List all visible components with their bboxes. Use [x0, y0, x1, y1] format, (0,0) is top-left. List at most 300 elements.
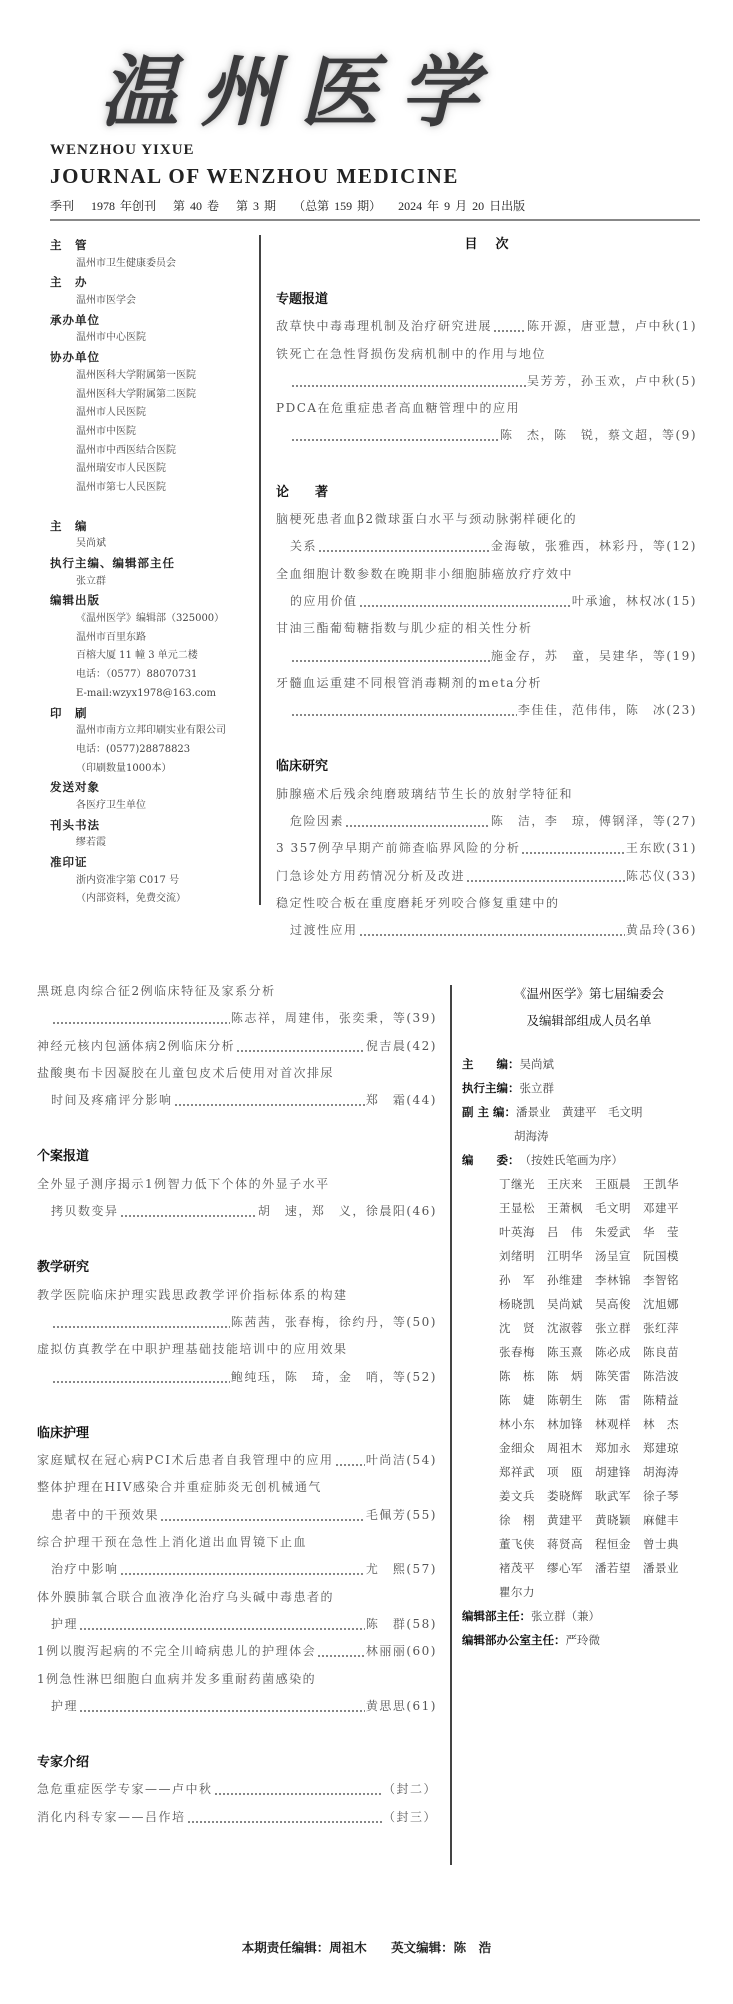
committee-members — [462, 1148, 712, 1172]
toc-entry-page: (60) — [406, 1644, 437, 1659]
toc-entry[interactable] — [276, 781, 697, 808]
toc-section-heading: 专题报道 — [276, 292, 329, 307]
toc-entry-title: 门急诊处方用药情况分析及改进 — [276, 868, 466, 883]
toc-entry-continuation[interactable] — [276, 697, 697, 724]
masthead-value: 各医疗卫生单位 — [76, 799, 146, 811]
toc-entry-title-cont: 护理 — [51, 1616, 79, 1631]
member-name: 江明华 — [547, 1249, 583, 1263]
member-name: 王瓯晨 — [595, 1177, 631, 1191]
toc-entry-authors: 陈 杰，陈 锐，蔡文超，等 — [499, 428, 676, 443]
toc-entry-authors: 王东欧 — [625, 841, 667, 856]
member-name: 毛文明 — [595, 1201, 631, 1215]
masthead-value: （内部资料，免费交流） — [76, 893, 186, 905]
member-name: 麻健丰 — [643, 1513, 679, 1527]
member-name: 林加锋 — [547, 1417, 583, 1431]
member-name: 刘绪明 — [499, 1249, 535, 1263]
toc-entry-title-cont: 护理 — [51, 1698, 79, 1713]
toc-entry[interactable] — [276, 670, 697, 697]
masthead-value: 温州医科大学附属第一医院 — [76, 369, 196, 381]
member-name: 林小东 — [499, 1417, 535, 1431]
toc-section-heading: 教学研究 — [37, 1260, 90, 1276]
toc-entry-title: 盐酸奥布卡因凝胶在儿童包皮术后使用对首次排尿 — [37, 1065, 335, 1080]
toc-entry[interactable] — [276, 313, 697, 340]
masthead-value: 缪若霞 — [76, 837, 106, 849]
toc-entry-page: (54) — [406, 1453, 437, 1468]
masthead-label: 协办单位 — [50, 350, 100, 365]
dot-leader — [291, 697, 517, 724]
toc-entry-continuation[interactable] — [276, 533, 697, 560]
toc-entry-title: PDCA在危重症患者高血糖管理中的应用 — [276, 401, 521, 416]
office-head-value: 张立群（兼） — [531, 1609, 600, 1623]
member-name: 吴尚斌 — [547, 1297, 583, 1311]
toc-entry-title-cont: 拷贝数变异 — [51, 1204, 119, 1219]
dot-leader — [52, 1364, 230, 1391]
toc-entry-title: 全血细胞计数参数在晚期非小细胞肺癌放疗疗效中 — [276, 566, 574, 581]
member-name: 林观样 — [595, 1417, 631, 1431]
toc-entry[interactable] — [276, 561, 697, 588]
toc-entry-continuation[interactable] — [37, 1198, 437, 1225]
masthead-value: 张立群 — [76, 575, 106, 587]
toc-entry[interactable] — [37, 1666, 437, 1693]
toc-entry[interactable] — [37, 1584, 437, 1611]
toc-entry-title: 脑梗死患者血β2微球蛋白水平与颈动脉粥样硬化的 — [276, 512, 578, 527]
issue-info — [50, 197, 537, 214]
member-name: 王庆来 — [547, 1177, 583, 1191]
toc-entry-title: 神经元核内包涵体病2例临床分析 — [37, 1038, 236, 1053]
toc-entry[interactable] — [37, 1033, 437, 1060]
member-name: 黄晓颖 — [595, 1513, 631, 1527]
member-name: 陈玉熹 — [547, 1345, 583, 1359]
member-name: 阮国模 — [643, 1249, 679, 1263]
member-name: 李智铭 — [643, 1273, 679, 1287]
masthead-value: 温州瑞安市人民医院 — [76, 463, 166, 475]
dot-leader — [318, 533, 490, 560]
deputy-editors — [462, 1100, 712, 1124]
member-name: 杨晓凯 — [499, 1297, 535, 1311]
member-name: 陈 婕 — [499, 1393, 535, 1407]
toc-entry-title: 敌草快中毒毒理机制及治疗研究进展 — [276, 319, 493, 334]
chief-editor-value: 吴尚斌 — [519, 1057, 554, 1071]
masthead-value: 电话：（0577）88070731 — [76, 669, 198, 681]
member-name: 程恒金 — [595, 1537, 631, 1551]
member-name: 陈 炳 — [547, 1369, 583, 1383]
masthead-label: 发送对象 — [50, 780, 100, 795]
toc-entry[interactable] — [37, 1776, 437, 1803]
toc-entry[interactable] — [37, 1282, 437, 1309]
dot-leader — [466, 863, 625, 890]
toc-entry-authors: 陈 洁，李 琼，傅钢泽，等 — [490, 814, 667, 829]
toc-entry-title: 虚拟仿真教学在中职护理基础技能培训中的应用效果 — [37, 1342, 348, 1357]
member-name: 王萧枫 — [547, 1201, 583, 1215]
issue-volume: 第 40 卷 — [173, 199, 220, 213]
toc-entry-title: 牙髓血运重建不同根管消毒糊剂的meta分析 — [276, 675, 542, 690]
masthead-value: 《温州医学》编辑部（325000） — [76, 613, 225, 625]
table-of-contents — [276, 231, 697, 945]
masthead-value: 吴尚斌 — [76, 538, 106, 550]
member-name: 陈精益 — [643, 1393, 679, 1407]
toc-entry-continuation[interactable] — [37, 1005, 437, 1032]
header-divider — [50, 219, 700, 221]
toc-section-heading: 临床护理 — [37, 1425, 90, 1441]
masthead-value: 温州市中心医院 — [76, 332, 146, 344]
toc-entry-page: (1) — [675, 319, 697, 334]
toc-entry-title-cont: 的应用价值 — [290, 593, 358, 608]
member-name: 潘景业 — [643, 1561, 679, 1575]
toc-entry-page: (31) — [666, 841, 697, 856]
member-name: 林 杰 — [643, 1417, 679, 1431]
toc-entry[interactable] — [276, 835, 697, 862]
toc-entry-title-cont: 危险因素 — [290, 814, 345, 829]
office-admin-value: 严玲微 — [565, 1633, 600, 1647]
toc-entry-title: 黑斑息肉综合征2例临床特征及家系分析 — [37, 984, 276, 998]
dot-leader — [174, 1087, 365, 1114]
toc-entry-authors: 陈茜茜，张春梅，徐约丹，等 — [230, 1314, 407, 1329]
toc-entry-continuation[interactable] — [37, 1502, 437, 1529]
toc-entry-continuation[interactable] — [37, 1309, 437, 1336]
toc-entry-title: 体外膜肺氧合联合血液净化治疗乌头碱中毒患者的 — [37, 1589, 335, 1604]
masthead-value: 温州市人民医院 — [76, 407, 146, 419]
member-name: 缪心军 — [547, 1561, 583, 1575]
toc-entry-page: (57) — [406, 1562, 437, 1577]
issue-founded: 1978 年创刊 — [91, 199, 157, 213]
dot-leader — [52, 1309, 230, 1336]
masthead-value: 温州市医学会 — [76, 295, 136, 307]
member-name: 周祖木 — [547, 1441, 583, 1455]
toc-entry[interactable] — [37, 1060, 437, 1087]
toc-section-heading: 个案报道 — [37, 1149, 90, 1165]
masthead-value: 温州市中西医结合医院 — [76, 444, 176, 456]
toc-entry-authors: 陈 群 — [365, 1616, 407, 1631]
toc-entry-continuation[interactable] — [37, 1611, 437, 1638]
committee-members-value: （按姓氏笔画为序） — [519, 1153, 623, 1167]
member-grid — [462, 1172, 712, 1604]
executive-editor — [462, 1076, 712, 1100]
masthead-label: 执行主编、编辑部主任 — [50, 556, 175, 570]
toc-entry-title: 甘油三酯葡萄糖指数与肌少症的相关性分析 — [276, 621, 533, 636]
toc-entry[interactable] — [37, 978, 437, 1005]
toc-entry-page: (9) — [675, 428, 697, 443]
toc-entry[interactable] — [37, 1474, 437, 1501]
toc-entry-title: 肺腺癌术后残余纯磨玻璃结节生长的放射学特征和 — [276, 786, 574, 801]
issue-total-number: （总第 159 期） — [293, 199, 382, 213]
committee-title: 《温州医学》第七届编委会 — [513, 986, 664, 1001]
toc-entry-continuation[interactable] — [276, 643, 697, 670]
toc-entry-authors: 叶尚洁 — [365, 1453, 407, 1468]
toc-entry-title: 家庭赋权在冠心病PCI术后患者自我管理中的应用 — [37, 1453, 334, 1468]
toc-entry-authors: 毛佩芳 — [365, 1507, 407, 1522]
toc-entry[interactable] — [276, 615, 697, 642]
member-name: 徐子琴 — [643, 1489, 679, 1503]
masthead-label: 编辑出版 — [50, 593, 100, 608]
toc-entry-title: 1例以腹泻起病的不完全川崎病患儿的护理体会 — [37, 1644, 317, 1659]
toc-entry-page: (44) — [406, 1093, 437, 1108]
member-name: 胡建锋 — [595, 1465, 631, 1479]
toc-entry-page: (46) — [406, 1204, 437, 1219]
dot-leader — [291, 368, 526, 395]
member-name: 沈 贤 — [499, 1321, 535, 1335]
toc-entry-page: (42) — [406, 1038, 437, 1053]
toc-entry-page: (52) — [406, 1369, 437, 1384]
dot-leader — [291, 643, 490, 670]
toc-entry-continuation[interactable] — [37, 1693, 437, 1720]
masthead-label: 承办单位 — [50, 312, 100, 327]
toc-entry-page: (36) — [666, 923, 697, 938]
member-name: 姜文兵 — [499, 1489, 535, 1503]
committee-title: 及编辑部组成人员名单 — [526, 1013, 652, 1028]
masthead-label: 主 管 — [50, 238, 88, 252]
toc-entry-authors: 陈志祥，周建伟，张奕秉，等 — [230, 1011, 407, 1026]
member-name: 曾士典 — [643, 1537, 679, 1551]
toc-entry[interactable] — [276, 341, 697, 368]
member-name: 瞿尔力 — [499, 1585, 535, 1599]
spacer — [50, 498, 255, 517]
column-divider — [450, 985, 452, 1865]
member-name: 娄晓辉 — [547, 1489, 583, 1503]
toc-entry-authors: 郑 霜 — [365, 1093, 407, 1108]
toc-entry-authors: 李佳佳，范伟伟，陈 冰 — [517, 703, 667, 718]
masthead-value: 温州市百里东路 — [76, 631, 146, 643]
table-of-contents-continued — [37, 978, 437, 1831]
masthead-value: 电话：(0577)28878823 — [76, 743, 191, 755]
executive-editor-label: 执行主编： — [462, 1081, 520, 1095]
member-name: 陈笑雷 — [595, 1369, 631, 1383]
member-name: 董飞侠 — [499, 1537, 535, 1551]
toc-entry-continuation[interactable] — [37, 1556, 437, 1583]
member-name: 王显松 — [499, 1201, 535, 1215]
toc-entry-page: (12) — [666, 539, 697, 554]
toc-entry-page: (27) — [666, 814, 697, 829]
member-name: 耿武军 — [595, 1489, 631, 1503]
dot-leader — [79, 1693, 365, 1720]
dot-leader — [236, 1033, 365, 1060]
toc-entry[interactable] — [276, 395, 697, 422]
member-name: 褚茂平 — [499, 1561, 535, 1575]
toc-entry-title-cont: 患者中的干预效果 — [51, 1507, 160, 1522]
member-name: 孙维建 — [547, 1273, 583, 1287]
toc-entry-title: 全外显子测序揭示1例智力低下个体的外显子水平 — [37, 1176, 330, 1191]
member-name: 李林锦 — [595, 1273, 631, 1287]
toc-entry-page: (58) — [406, 1616, 437, 1631]
dot-leader — [345, 808, 490, 835]
issue-date: 2024 年 9 月 20 日出版 — [398, 199, 526, 213]
toc-entry-page: （封三） — [382, 1809, 437, 1824]
dot-leader — [291, 422, 499, 449]
deputy-editors-label: 副 主 编： — [462, 1105, 517, 1119]
member-name: 黄建平 — [547, 1513, 583, 1527]
editorial-committee — [462, 980, 712, 1652]
member-name: 陈 雷 — [595, 1393, 631, 1407]
dot-leader — [120, 1198, 257, 1225]
member-name: 吕 伟 — [547, 1225, 583, 1239]
toc-entry-title: 综合护理干预在急性上消化道出血胃镜下止血 — [37, 1535, 308, 1550]
toc-entry-page: (55) — [406, 1507, 437, 1522]
toc-entry[interactable] — [276, 506, 697, 533]
journal-pinyin-name: WENZHOU YIXUE — [50, 142, 195, 158]
masthead-label: 印 刷 — [50, 705, 88, 720]
issue-number: 第 3 期 — [236, 199, 277, 213]
toc-entry-page: (5) — [675, 373, 697, 388]
toc-entry[interactable] — [276, 863, 697, 890]
deputy-editors-value: 潘景业 黄建平 毛文明 — [516, 1105, 643, 1119]
dot-leader — [359, 588, 571, 615]
toc-entry-page: (61) — [406, 1698, 437, 1713]
english-editor: 英文编辑：陈 浩 — [391, 1940, 492, 1955]
dot-leader — [493, 313, 526, 340]
member-name: 项 瓯 — [547, 1465, 583, 1479]
member-name: 郑祥武 — [499, 1465, 535, 1479]
toc-entry-page: （封二） — [382, 1782, 437, 1797]
member-name: 蒋贤高 — [547, 1537, 583, 1551]
masthead-label: 准印证 — [50, 855, 88, 869]
member-name: 张红萍 — [643, 1321, 679, 1335]
toc-entry-authors: 吴芳芳，孙玉欢，卢中秋 — [526, 373, 676, 388]
deputy-editors-cont: 胡海涛 — [514, 1129, 549, 1143]
member-name: 华 莹 — [643, 1225, 679, 1239]
toc-entry-authors: 黄品玲 — [625, 923, 667, 938]
toc-entry-title: 3 357例孕早期产前筛查临界风险的分析 — [276, 841, 521, 856]
office-admin — [462, 1628, 712, 1652]
toc-entry-authors: 倪吉晨 — [365, 1038, 407, 1053]
toc-entry-title: 整体护理在HIV感染合并重症肺炎无创机械通气 — [37, 1480, 322, 1495]
responsible-editor: 本期责任编辑：周祖木 — [241, 1940, 367, 1955]
toc-entry-continuation[interactable] — [276, 368, 697, 395]
toc-entry-title: 稳定性咬合板在重度磨耗牙列咬合修复重建中的 — [276, 895, 560, 910]
toc-entry-page: (39) — [406, 1011, 437, 1026]
member-name: 沈淑蓉 — [547, 1321, 583, 1335]
toc-entry-continuation[interactable] — [276, 917, 697, 944]
toc-entry-title: 教学医院临床护理实践思政教学评价指标体系的构建 — [37, 1287, 348, 1302]
toc-entry-authors: 施金存，苏 童，吴建华，等 — [490, 648, 667, 663]
toc-entry-title: 消化内科专家——吕作培 — [37, 1809, 186, 1824]
toc-entry-authors: 陈芯仪 — [625, 868, 667, 883]
toc-entry-title: 1例急性淋巴细胞白血病并发多重耐药菌感染的 — [37, 1671, 317, 1686]
member-name: 丁继光 — [499, 1177, 535, 1191]
member-name: 张春梅 — [499, 1345, 535, 1359]
toc-entry-title-cont: 时间及疼痛评分影响 — [51, 1093, 173, 1108]
masthead-value: 温州市中医院 — [76, 425, 136, 437]
issue-frequency: 季刊 — [50, 199, 75, 213]
toc-entry-title-cont: 过渡性应用 — [290, 923, 358, 938]
toc-entry-continuation[interactable] — [276, 422, 697, 449]
office-head-label: 编辑部主任： — [462, 1609, 531, 1623]
masthead-value: 温州市卫生健康委员会 — [76, 257, 176, 269]
member-name: 王凯华 — [643, 1177, 679, 1191]
toc-entry[interactable] — [37, 1638, 437, 1665]
member-name: 吴高俊 — [595, 1297, 631, 1311]
toc-entry-page: (19) — [666, 648, 697, 663]
masthead-value: 温州市第七人民医院 — [76, 481, 166, 493]
member-name: 陈浩波 — [643, 1369, 679, 1383]
executive-editor-value: 张立群 — [519, 1081, 554, 1095]
toc-entry-authors: 陈开源，唐亚慧，卢中秋 — [526, 319, 676, 334]
chief-editor — [462, 1052, 712, 1076]
masthead-label: 主 编 — [50, 518, 88, 533]
toc-entry[interactable] — [37, 1447, 437, 1474]
member-name: 金细众 — [499, 1441, 535, 1455]
toc-entry-continuation[interactable] — [276, 588, 697, 615]
toc-entry-authors: 胡 速，郑 义，徐晨阳 — [257, 1204, 407, 1219]
toc-entry-continuation[interactable] — [37, 1087, 437, 1114]
toc-entry[interactable] — [276, 890, 697, 917]
office-admin-label: 编辑部办公室主任： — [462, 1633, 566, 1647]
dot-leader — [120, 1556, 365, 1583]
dot-leader — [214, 1776, 382, 1803]
committee-members-label: 编 委： — [462, 1153, 520, 1167]
member-name: 叶英海 — [499, 1225, 535, 1239]
toc-entry-continuation[interactable] — [276, 808, 697, 835]
masthead-value: （印刷数量1000本） — [76, 762, 172, 774]
toc-section-heading: 专家介绍 — [37, 1755, 90, 1771]
chief-editor-label: 主 编： — [462, 1057, 520, 1071]
toc-entry-title: 急危重症医学专家——卢中秋 — [37, 1782, 213, 1797]
toc-entry-authors: 鲍纯珏，陈 琦，金 哨，等 — [230, 1369, 407, 1384]
member-name: 郑加永 — [595, 1441, 631, 1455]
journal-logo: 温州医学 — [100, 47, 501, 138]
member-name: 陈朝生 — [547, 1393, 583, 1407]
toc-entry-title-cont: 治疗中影响 — [51, 1562, 119, 1577]
dot-leader — [521, 835, 624, 862]
dot-leader — [79, 1611, 365, 1638]
member-name: 徐 栩 — [499, 1513, 535, 1527]
masthead-label: 主 办 — [50, 275, 88, 290]
member-name: 陈必成 — [595, 1345, 631, 1359]
toc-entry-page: (33) — [666, 868, 697, 883]
toc-entry[interactable] — [37, 1804, 437, 1831]
office-head — [462, 1604, 712, 1628]
toc-entry-page: (50) — [406, 1314, 437, 1329]
toc-entry-authors: 金海敏，张雅西，林彩丹，等 — [490, 539, 667, 554]
member-name: 陈良苗 — [643, 1345, 679, 1359]
journal-english-title: JOURNAL OF WENZHOU MEDICINE — [50, 164, 459, 188]
toc-section-heading: 论 著 — [276, 484, 329, 500]
masthead — [50, 236, 255, 909]
masthead-value: 温州市南方立邦印刷实业有限公司 — [76, 725, 226, 737]
toc-entry-authors: 林丽丽 — [365, 1644, 407, 1659]
member-name: 胡海涛 — [643, 1465, 679, 1479]
toc-entry-authors: 黄思思 — [365, 1698, 407, 1713]
member-name: 沈旭娜 — [643, 1297, 679, 1311]
member-name: 陈 栋 — [499, 1369, 535, 1383]
member-name: 孙 军 — [499, 1273, 535, 1287]
toc-entry[interactable] — [37, 1171, 437, 1198]
toc-entry-title-cont: 关系 — [290, 539, 318, 554]
toc-entry-page: (15) — [666, 593, 697, 608]
member-name: 郑建琼 — [643, 1441, 679, 1455]
member-name: 张立群 — [595, 1321, 631, 1335]
toc-entry-authors: 尤 熙 — [365, 1562, 407, 1577]
column-divider — [259, 235, 261, 905]
member-name: 汤呈宣 — [595, 1249, 631, 1263]
dot-leader — [335, 1447, 365, 1474]
toc-section-heading: 临床研究 — [276, 759, 329, 775]
masthead-value: 百榕大厦 11 幢 3 单元二楼 — [76, 650, 198, 662]
masthead-value: 浙内资准字第 C017 号 — [76, 874, 180, 886]
member-name: 潘若望 — [595, 1561, 631, 1575]
toc-entry[interactable] — [37, 1529, 437, 1556]
dot-leader — [187, 1804, 382, 1831]
toc-title: 目次 — [464, 237, 527, 252]
toc-entry-page: (23) — [666, 703, 697, 718]
toc-entry[interactable] — [37, 1336, 437, 1363]
member-name: 朱爱武 — [595, 1225, 631, 1239]
dot-leader — [359, 917, 625, 944]
toc-entry-authors: 叶承逾，林权冰 — [571, 593, 667, 608]
masthead-value: E-mail:wzyx1978@163.com — [76, 687, 217, 699]
dot-leader — [160, 1502, 365, 1529]
footer-editors — [0, 1938, 733, 1956]
toc-entry-continuation[interactable] — [37, 1364, 437, 1391]
masthead-label: 刊头书法 — [50, 817, 100, 832]
